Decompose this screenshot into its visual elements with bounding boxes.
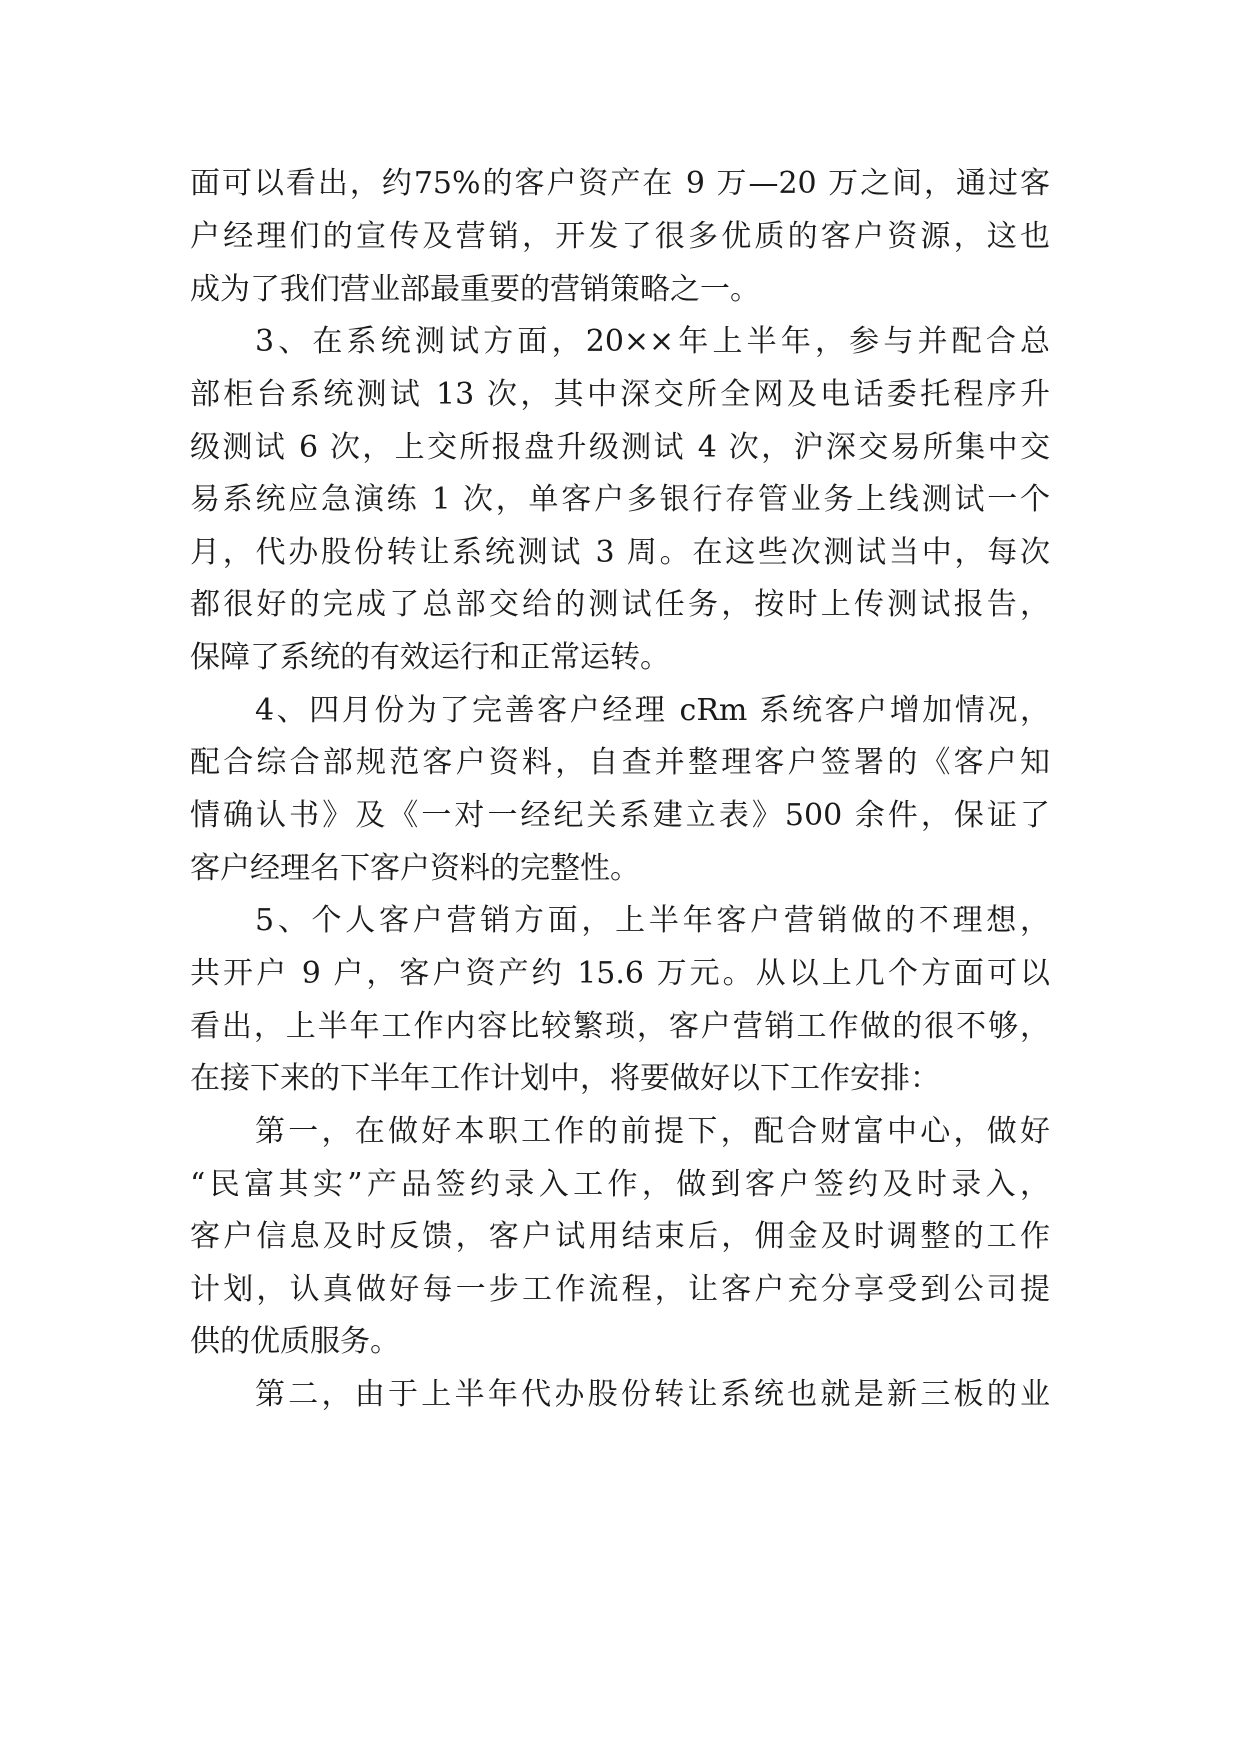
text-line: 成为了我们营业部最重要的营销策略之一。 [190, 272, 760, 307]
text-line: 供的优质服务。 [190, 1324, 400, 1359]
text-line: 第一，在做好本职工作的前提下，配合财富中心，做好 [255, 1114, 1050, 1149]
text-line: 级测试 6 次，上交所报盘升级测试 4 次，沪深交易所集中交 [190, 430, 1050, 465]
text-line: 第二，由于上半年代办股份转让系统也就是新三板的业 [255, 1377, 1050, 1412]
text-line: 户经理们的宣传及营销，开发了很多优质的客户资源，这也 [190, 219, 1050, 254]
text-line: 客户信息及时反馈，客户试用结束后，佣金及时调整的工作 [190, 1219, 1050, 1254]
text-line: 3、在系统测试方面，20××年上半年，参与并配合总 [255, 324, 1050, 359]
text-line: 部柜台系统测试 13 次，其中深交所全网及电话委托程序升 [190, 377, 1050, 412]
text-line: 在接下来的下半年工作计划中，将要做好以下工作安排： [190, 1061, 940, 1096]
text-line: 情确认书》及《一对一经纪关系建立表》500 余件，保证了 [190, 798, 1050, 833]
text-line: 计划，认真做好每一步工作流程，让客户充分享受到公司提 [190, 1272, 1050, 1307]
text-line: “民富其实”产品签约录入工作，做到客户签约及时录入， [190, 1167, 1050, 1202]
text-line: 5、个人客户营销方面，上半年客户营销做的不理想， [255, 903, 1050, 938]
text-line: 配合综合部规范客户资料，自查并整理客户签署的《客户知 [190, 745, 1050, 780]
text-line: 易系统应急演练 1 次，单客户多银行存管业务上线测试一个 [190, 482, 1050, 517]
text-line: 都很好的完成了总部交给的测试任务，按时上传测试报告， [190, 587, 1050, 622]
text-line: 保障了系统的有效运行和正常运转。 [190, 640, 670, 675]
text-line: 看出，上半年工作内容比较繁琐，客户营销工作做的很不够， [190, 1009, 1050, 1044]
text-line: 月，代办股份转让系统测试 3 周。在这些次测试当中，每次 [190, 535, 1050, 570]
text-line: 共开户 9 户，客户资产约 15.6 万元。从以上几个方面可以 [190, 956, 1050, 991]
text-line: 4、四月份为了完善客户经理 cRm 系统客户增加情况， [255, 693, 1050, 728]
text-line: 面可以看出，约75%的客户资产在 9 万—20 万之间，通过客 [190, 166, 1050, 201]
text-line: 客户经理名下客户资料的完整性。 [190, 851, 640, 886]
